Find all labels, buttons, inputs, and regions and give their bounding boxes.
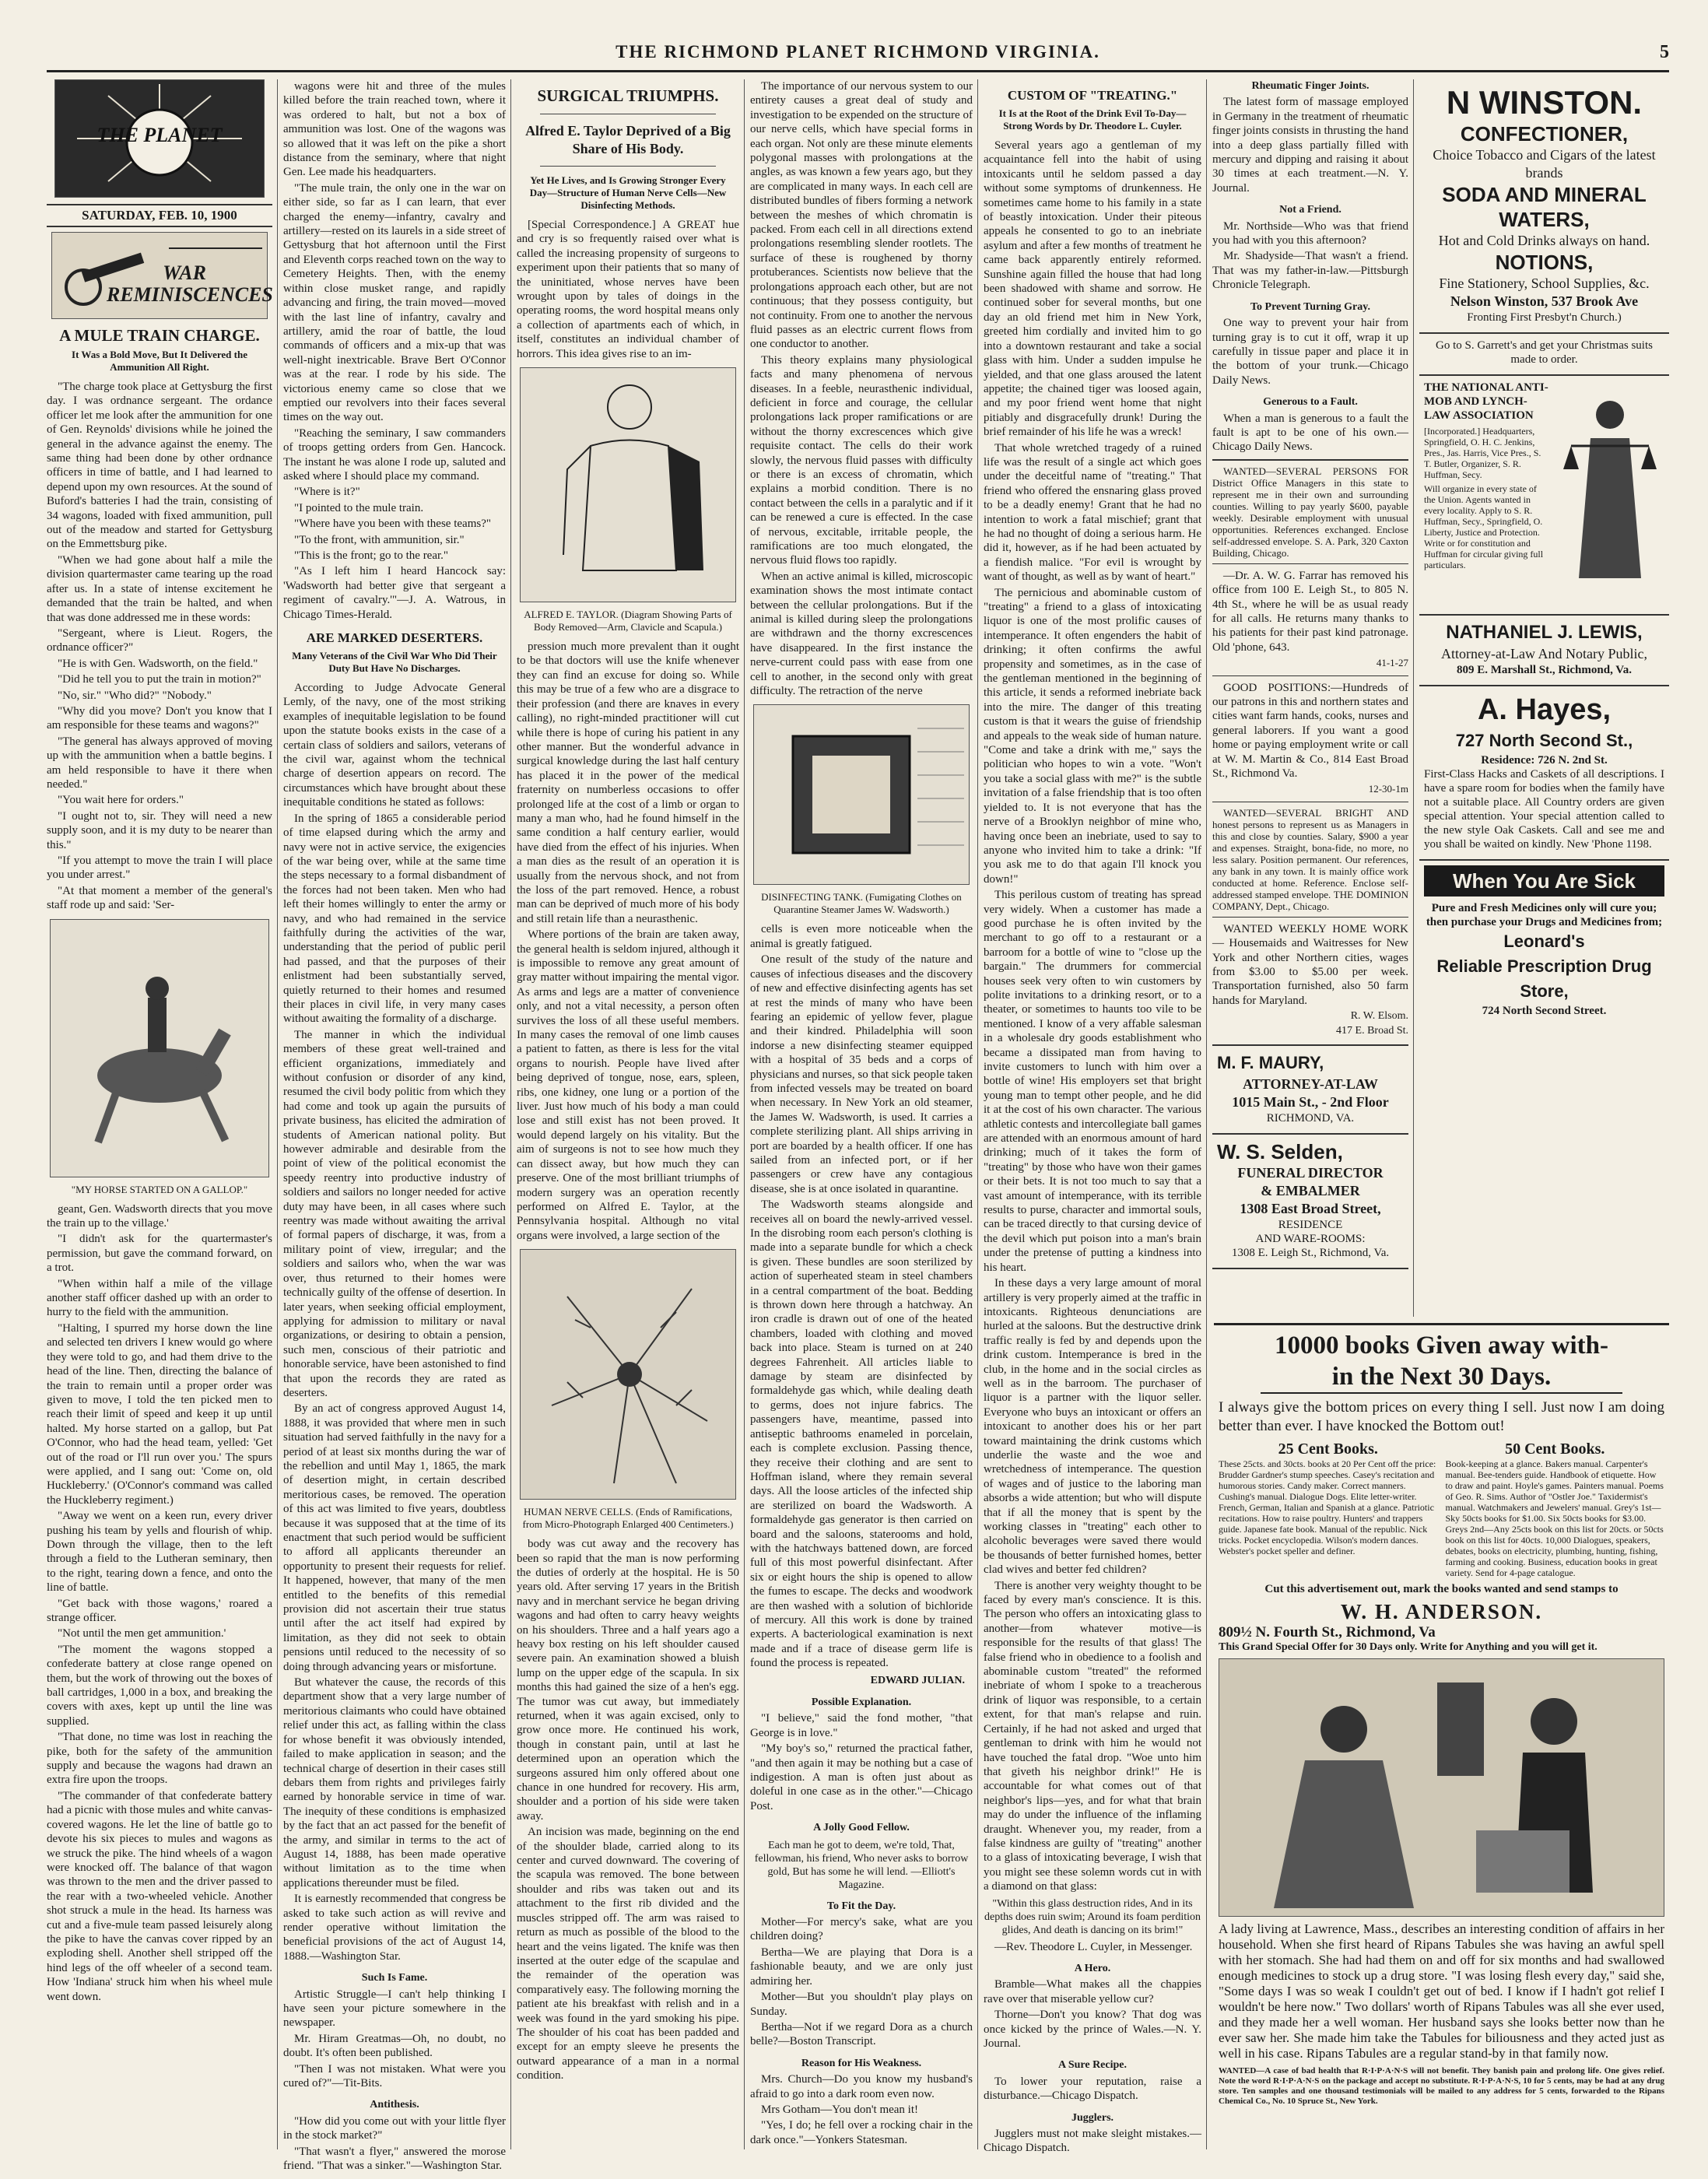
winston-address: Nelson Winston, 537 Brook Ave [1450, 293, 1639, 309]
paragraph: geant, Gen. Wadsworth directs that you move the train up to the village.' [47, 1202, 272, 1230]
paragraph: "To the front, with ammunition, sir." [294, 533, 465, 546]
paragraph: Thorne—Don't you know? That dog was once kicked by the prince of Wales.—N. Y. Journal. [984, 2009, 1201, 2050]
headline: SURGICAL TRIUMPHS. [537, 86, 719, 105]
paragraph: "Halting, I spurred my horse down the line and selected ten drivers I knew would go where they were told to go, and had them drive to the head of the line. Then, directing the balance of the train to remain until a proper order was given to move, I told the ten picked men to reach their limit of speed and keep it up until halted. My horse started on a gallop, but Pat O'Connor, who had the head team, yelled: 'Get out of the road or I'll run over you.' The spurs were applied, and I sang out: 'Come on, old Huckleberry.' (O'Connor's command was called the Huckleberry regiment.) [47, 1321, 272, 1507]
paragraph: "Yes, I do; he fell over a rocking chair in the dark once."—Yonkers Statesman. [750, 2119, 973, 2146]
ad-contact-name: R. W. Elsom. [1350, 1010, 1408, 1023]
maury-address: 1015 Main St., - 2nd Floor [1232, 1094, 1389, 1111]
column-7 [1419, 79, 1669, 1317]
divider [540, 166, 716, 167]
paragraph: "Get back with those wagons,' roared a strange officer. [47, 1597, 272, 1624]
ad-reference: 12-30-1m [1368, 783, 1408, 795]
paragraph: Mr. Shadyside—That wasn't a friend. That was my father-in-law.—Pittsburgh Chronicle Telegraph. [1212, 250, 1408, 292]
maury-ad [1212, 1044, 1408, 1135]
paragraph: "Away we went on a keen run, every driver pushing his team by yells and flourish of whip. Down through the village, then to the left through a field to the Lutheran seminary, then to the right, tearing down a fence, and onto the line of battle. [47, 1510, 272, 1595]
books-50-heading: 50 Cent Books. [1505, 1440, 1605, 1458]
anderson-books-ad [1214, 1323, 1669, 2158]
paragraph: "That done, no time was lost in reaching the pike, both for the safety of the ammunition supply and because the wagons had drawn an extra fire upon the troops. [47, 1731, 272, 1787]
winston-location: Fronting First Presbyt'n Church.) [1467, 311, 1622, 324]
paragraph: Jugglers must not make sleight mistakes.—Chicago Dispatch. [984, 2128, 1201, 2155]
winston-notions: NOTIONS, [1495, 251, 1594, 274]
classified-ad: GOOD POSITIONS:—Hundreds of our patrons in this and northern states and cities want farm hands, cooks, nurses and general laborers. If you want a good home or paying employment write or call at W. M. Martin & Co., 814 East Broad St., Richmond Va. [1212, 681, 1408, 781]
paragraph: An incision was made, beginning on the end of the shoulder blade, carried along to its center and curved downward. The covering of the scapula was removed. The bone between shoulder and ribs was taken out and its attachment to the first rib divided and the muscles stripped off. The arm was raised to return as much as possible of the blood to the heart and the veins ligated. The knife was then inserted at the outer edge of the scapulae and the remainder of the operation was comparatively easy. The following morning the patient ate his breakfast with relish and in a week was found in the yard smoking his pipe. The shoulder of his coat has been padded and except for an empty sleeve he presents the outward appearance of a man in a normal condition. [517, 1826, 739, 2083]
paragraph: "Where is it?" [294, 486, 360, 499]
paragraph: "At that moment a member of the general's staff rode up and said: 'Ser- [47, 884, 272, 912]
item-heading: Possible Explanation. [811, 1697, 912, 1708]
poem: Each man he got to deem, we're told, That, fellowman, his friend, Who never asks to borrow gold, But has some he will lend. —Elliott's Magazine. [754, 1839, 969, 1891]
paragraph: Artistic Struggle—I can't help thinking I have seen your picture somewhere in the newspaper. [283, 1988, 506, 2030]
paragraph: "The charge took place at Gettysburg the first day. I was ordnance sergeant. The ordance officer let me look after the ammunition for one of Gen. Reynolds' divisions while he joined the general in the advance against the enemy. The same thing had been done by other ordnance officers in time of battle, and I had learned to depend upon my own resources. At the sound of Buford's batteries I had the train, consisting of 34 wagons, loaded with fixed ammunition, pull out of the meadow and started for Gettysburg on the Emmettsburg pike. [47, 381, 272, 551]
human-torso-icon [521, 368, 737, 602]
divider [1212, 917, 1408, 918]
paragraph: Mrs Gotham—You don't mean it! [761, 2103, 919, 2116]
masthead-title: THE RICHMOND PLANET RICHMOND VIRGINIA. [616, 42, 1100, 61]
newspaper-page [47, 39, 1669, 2173]
justice-figure-icon [1555, 384, 1664, 594]
taylor-diagram [520, 367, 736, 602]
paragraph: According to Judge Advocate General Lemly, of the navy, one of the most striking examples of inequitable legislation to be found upon the statute books exists in the case of a certain class of soldiers and sailors, veterans of the civil war, against whom the technical charge of desertion appears on record. The circumstances which have brought about these inequitable conditions he stated as follows: [283, 682, 506, 809]
paragraph: Mr. Northside—Who was that friend you had with you this afternoon? [1212, 219, 1408, 247]
column-6 [1212, 79, 1408, 1317]
item-heading: Generous to a Fault. [1263, 396, 1358, 409]
item-heading: A Sure Recipe. [1057, 2059, 1127, 2072]
paragraph: But whatever the cause, the records of this department show that a very large number of meritorious claimants who could have obtained relief under this act, as falling within the class for whose benefit it was obviously intended, failed to make application in season; and the technical charge of desertion in their cases still debars them from rights and privileges fairly earned by honorable service in time of war. The inequity of these conditions is emphasized by the fact that an act passed for the benefit of the army, and similar in terms to the act of August 14, 1888, has been made operative without limitation as to the time when applications thereunder must be filed. [283, 1676, 506, 1890]
paragraph: "I pointed to the mule train. [294, 501, 424, 514]
selden-title: FUNERAL DIRECTOR [1237, 1165, 1384, 1181]
paragraph: This theory explains many physiological facts and many phenomena of nervous diseases. In a feeble, neurasthenic individual, deficient in force and courage, the cellular prolongations lack proper ramifications or are without the thorny excrescences which give requisite contact. The cells do their work slowly, the nervous fluid passes with difficulty or there is an excess of chromatin, which explains a morbid condition. There is no contact between the cells in a paralytic and if it can be renewed a cure is effected. In the case of nervous, excitable, irritable people, the ramifications are too much elongated, the nervous fluid flows too rapidly. [750, 353, 973, 567]
ripans-ad: WANTED—A case of bad health that R·I·P·A·N·S will not benefit. They banish pain and prolong life. One gives relief. Note the word R·I·P·A·N·S on the package and accept no substitute. R·I·P·A·N·S, 10 for 5 cents, may be had at any drug store. Ten samples and one thousand testimonials will be mailed to any address for 5 cents, forwarded to the Ripans Chemical Co., No. 10 Spruce St., New York. [1219, 2066, 1664, 2106]
column-1 [47, 79, 272, 2149]
column-rule [977, 79, 978, 2149]
paragraph: "I believe," said the fond mother, "that George is in love." [750, 1712, 973, 1739]
paragraph: The latest form of massage employed in Germany in the treatment of rheumatic finger joints consists in thrusting the hand into a deep glass partially filled with mercury and dipping and raising it about 30 times at each treatment.—N. Y. Journal. [1212, 96, 1408, 195]
anderson-name: W. H. ANDERSON. [1340, 1600, 1543, 1623]
paragraph: Mother—For mercy's sake, what are you children doing? [750, 1916, 973, 1943]
paragraph: "Then I was not mistaken. What were you cured of?"—Tit-Bits. [283, 2062, 506, 2090]
lewis-title: Attorney-at-Law And Notary Public, [1441, 646, 1647, 661]
paragraph: —Rev. Theodore L. Cuyler, in Messenger. [994, 1940, 1193, 1953]
paragraph: "Did he tell you to put the train in motion?" [58, 673, 261, 686]
ripans-illustration [1219, 1658, 1664, 1917]
selden-residence: RESIDENCE [1278, 1219, 1343, 1232]
figure-caption: HUMAN NERVE CELLS. (Ends of Ramifications, from Micro-Photograph Enlarged 400 Centimeters.) [522, 1506, 734, 1531]
paragraph: "This is the front; go to the rear." [294, 549, 449, 562]
ripans-text: A lady living at Lawrence, Mass., describes an interesting condition of affairs in her household. When she first heard of Ripans Tabules she was having an awful spell with her stomach. She had had them on and off for six months and had swallowed enough medicines to stock up a drug store. "I was losing flesh every day," said she, "Some days I was so weak I couldn't get out of bed. I know if I hadn't got relief I wouldn't be here now." Two dollars' worth of Ripans Tabules was all she ever used, and they made her a well woman. Her husband says she looks better now than he ever saw her. She made him take the Tabules for biliousness and they acted just as well in his case. Ripans Tabules are a regular stand-by in that family now. [1219, 1921, 1664, 2061]
item-heading: Antithesis. [370, 2099, 419, 2111]
hayes-residence: Residence: 726 N. 2nd St. [1481, 754, 1608, 767]
column-5 [984, 79, 1201, 2155]
subheadline: It Was a Bold Move, But It Delivered the Ammunition All Right. [72, 349, 247, 373]
column-3 [517, 79, 739, 2149]
issue-date: SATURDAY, FEB. 10, 1900 [47, 204, 272, 227]
paragraph: "If you attempt to move the train I will place you under arrest." [47, 854, 272, 882]
paragraph: "Where have you been with these teams?" [294, 518, 491, 531]
paragraph: When a man is generous to a fault the fault is apt to be one of his own.—Chicago Daily News. [1212, 412, 1408, 454]
item-heading: To Fit the Day. [826, 1900, 896, 1912]
nerve-cell-icon [521, 1250, 737, 1499]
ad-reference: 41-1-27 [1376, 657, 1408, 669]
books-25-heading: 25 Cent Books. [1278, 1440, 1378, 1458]
maury-title: ATTORNEY-AT-LAW [1243, 1076, 1378, 1093]
leonard-ad [1419, 861, 1669, 1026]
headline: CUSTOM OF "TREATING." [1007, 88, 1178, 103]
paragraph: wagons were hit and three of the mules killed before the train reached town, where it was ordered to halt, but not a box of ammunition was lost. One of the wagons was so allowed that it was left on the pike a short distance from the seminary, where that night Gen. Lee made his headquarters. [283, 80, 506, 179]
lewis-ad [1419, 616, 1669, 686]
paragraph: "That wasn't a flyer," answered the morose friend. "That was a sinker."—Washington Star. [283, 2145, 506, 2173]
ad-contact-address: 417 E. Broad St. [1336, 1024, 1408, 1037]
books-intro: I always give the bottom prices on every thing I sell. Just now I am doing better than ever. I have knocked the Bottom out! [1219, 1399, 1664, 1434]
poem: "Within this glass destruction rides, And in its depths does ruin swim; Around its foam perdition glides, And death is dancing on its brim!" [984, 1897, 1201, 1936]
books-headline-2: in the Next 30 Days. [1261, 1361, 1622, 1394]
paragraph: body was cut away and the recovery has been so rapid that the man is now performing the duties of orderly at the hospital. He is 50 years old. After serving 17 years in the British navy and in merchant service he began driving wagons and had often to carry heavy weights on his shoulders. Three and a half years ago a heavy box resting on his left shoulder caused severe pain. An examination showed a bluish lump on the upper edge of the scapula. In six months this had gained the size of a hen's egg. The tumor was cut away, but immediately returned, when it was again excised, only to grow once more. He continued his work, though in constant pain, until at last he determined upon an operation which the surgeons assured him only offered about one chance in one hundred for recovery. His arm, shoulder and a portion of his side were taken away. [517, 1538, 739, 1823]
paragraph: The Wadsworth steams alongside and receives all on board the newly-arrived vessel. In the disrobing room each person's clothing is made into a separate bundle for which a check is given. These bundles are soon sterilized by action of superheated steam in steel chambers in a central compartment of the boat. Bedding is thrown down here through a hatchway. An iron cradle is drawn out of one of the heated chambers, loaded with clothing and moved back into place. Steam is turned on at 240 degrees Fahrenheit. All articles liable to damage by steam are disinfected by formaldehyde gas which, while dealing death to germs, does not injure fabrics. The passengers have, meantime, passed into antiseptic bathrooms enameled in porcelain, each is complete exclusion. Passing thence, they receive their clothing and are sent to Hoffman island, where they remain several days. All the loose articles of the infected ship are sterilized on board the Wadsworth. A formaldehyde gas generator is then carried on board and the saloons, staterooms and hold, with the hatchways battened down, are forced full of this most powerful disinfectant. After six or eight hours the ship is opened to allow the fumes to escape. The decks and woodwork are then washed with a solution of bichloride of mercury. All this work is done by trained experts. A bacteriological examination is next made and if a trace of disease germ life is found the process is repeated. [750, 1198, 973, 1670]
paragraph: In these days a very large amount of moral artillery is very properly aimed at the traffic in intoxicants. Righteous denunciations are hurled at the saloons. But the destructive drink traffic really is fed by and depends upon the drink custom. Intemperance is bred in the club, in the home and in the social circles as well as in the barroom. The purchaser of liquor is a partner with the liquor seller. Everyone who buys an intoxicant or offers an intoxicant to another does his or her part toward maintaining the drink customs which underlie the waste and the woe and wretchedness of intemperance. The question of wages and of justice to the laboring man absorbs a wide attention; but who will dispute that if all the money that is spent by the working classes in "treating" each other to alcoholic beverages were saved there would be thousands of better furnished homes, better clad wives and better fed children? [984, 1277, 1201, 1577]
item-heading: Jugglers. [1071, 2111, 1114, 2124]
planet-logo-text: THE PLANET [96, 124, 223, 146]
war-reminiscences-title: WAR REMINISCENCES [107, 261, 273, 306]
hayes-text: First-Class Hacks and Caskets of all descriptions. I have a spare room for bodies when the family have not a suitable place. All Country orders are given special attention. Your special attention called to the new style Oak Caskets. Call and see me and you shall be waited on kindly. New 'Phone 1198. [1424, 768, 1664, 851]
illustration-caption: "MY HORSE STARTED ON A GALLOP." [71, 1183, 248, 1195]
paragraph: The manner in which the individual members of these great well-trained and efficient organizations, immediately and without confusion or disorder of any kind, resumed the civil body politic from which they had come and took up again the pursuits of private business, has elicited the admiration of students of American national polity. But however admirable and desirable from the point of view of the political economist the speedy reentry into productive industry of soldiers and sailors no longer needed for active duty may have been, in all cases where such reentry was made without awaiting the arrival of formal papers of discharge, it was, from a military point of view, irregular; and the soldiers and sailors who, when the war was over, thus returned to their homes were technically guilty of the offense of desertion. In later years, when seeking official employment, applying for admission to military or naval organizations, or desiring to obtain a pension, such men, conscious of their patriotic and honorable service, have been astonished to find that upon the records they are rated as deserters. [283, 1028, 506, 1399]
leonard-name: Leonard's [1503, 932, 1585, 951]
paragraph: "The commander of that confederate battery had a picnic with those mules and white canvas-covered wagons. He let the line of battle go to devote his six pieces to mules and wagons as we struck the pike. The hind wheels of a wagon were knocked off. The balance of that wagon was thrown to the men and the driver passed to the rear with a two-wheeled vehicle. Another shot struck a mule in the head. Its harness was cut and a five-mule team passed leisurely along the pike to have the canvas cover ripped by an exploding shell. Another shell stripped off the hind legs of the off wheeler of a second team. How 'Indiana' struck him when his wheel mule went down. [47, 1789, 272, 2003]
paragraph: "How did you come out with your little flyer in the stock market?" [283, 2114, 506, 2142]
paragraph: The pernicious and abominable custom of "treating" a friend to a glass of intoxicating liquor is one of the most prolific causes of intemperance. It often engenders the habit of drinking; it often confirms the awful propensity and sometimes, as in the case of the gentleman mentioned in the beginning of this article, it sends a reformed inebriate back into the mire. The danger of this treating custom is that it wears the guise of friendship and appeals to the weak side of human nature. "Come and take a drink with me," says the politician who hopes to win a vote. "Won't you take a social glass with me?" is the subtle invitation of a false friendship that is too often yielded to. It is not everyone that has the nerve of a Brooklyn neighbor of mine who, having once been an inebriate, used to say to anyone who invited him to take a drink: "If you ask me to do that again I'll knock you down!" [984, 586, 1201, 886]
anti-mob-ad [1419, 376, 1669, 616]
paragraph: Bramble—What makes all the chappies rave over that miserable yellow cur? [984, 1978, 1201, 2005]
selden-address-2: 1308 E. Leigh St., Richmond, Va. [1231, 1247, 1390, 1260]
paragraph: It is earnestly recommended that congress be asked to take such action as will revive and render operative without limitation the beneficial provisions of the act of August 14, 1888.—Washington Star. [283, 1893, 506, 1963]
paragraph: Mrs. Church—Do you know my husband's afraid to go into a dark room even now. [750, 2073, 973, 2100]
paragraph: There is another very weighty thought to be faced by every man's conscience. It is this. The person who offers an intoxicating glass to another—from whatever motive—is responsible for the results of that glass! The false friend who in obedience to a foolish and abominable custom "treated" the reformed inebriate of whom I spoke to a treacherous drink of liquor was responsible, to a certain extent, for that man's relapse and ruin. Certainly, if he had not asked and urged that gentleman to drink with him he would not have touched the fatal drop. "Woe unto him that giveth his neighbor drink!" He is accountable for what comes out of that neighbor's lips—yes, and for what that brain may do under the influence of the inflaming draught. Whenever you, my reader, from a false kindness are guilty of "treating" another to a glass of intoxicating beverage, I wish that you might see these solemn words cut in with a diamond on that glass: [984, 1579, 1201, 1893]
divider [1212, 675, 1408, 676]
hayes-ad [1419, 686, 1669, 861]
paragraph: Several years ago a gentleman of my acquaintance fell into the habit of using intoxicants until he seldom passed a day without some symptoms of drunkenness. He sometimes came home to his family in a state of beastly intoxication. Under their piteous appeals he consented to go to an inebriate asylum and after a few months of treatment he came back apparently entirely reformed. Sunshine again filled the house that had long been shadowed with shame and sorrow. He continued sober for several months, but one day an old friend met him in New York, greeted him cordially and invited him to go into a downtown restaurant and take a social glass with him. Under a sudden impulse he yielded, and that one glass aroused the latent appetite; the chained tiger was loosed again, and my poor friend went home that night pitiably and disgracefully drunk! During the brief remainder of his life he was a wreck! [984, 139, 1201, 439]
paragraph: "When we had gone about half a mile the division quartermaster came tearing up the road after us. In a state of intense excitement he demanded that the train be halted, and when that was done addressed me in these words: [47, 553, 272, 624]
paragraph: "No, sir." "Who did?" "Nobody." [58, 689, 212, 702]
paragraph: "The mule train, the only one in the war on either side, so far as I can learn, that ever charged the enemy—infantry, cavalry and artillery—rested on its laurels in a side street of Gettysburg that hot afternoon until the First and Eleventh corps reached town on the way to Cemetery Heights. Then, with the enemy within close musket range, and rapidly advancing and firing, the train moved—moved with the last line of infantry, cavalry and artillery, amid the roar of battle, the loud commands of officers and a mix-up that was well-night inextricable. Brave Bert O'Connor was at the rear. I rode by his side. The victorious enemy came so close that we emptied our revolvers into their faces several times on the way out. [283, 181, 506, 424]
lewis-name: NATHANIEL J. LEWIS, [1446, 622, 1643, 643]
paragraph: "He is with Gen. Wadsworth, on the field." [58, 657, 258, 670]
hayes-address: 727 North Second St., [1455, 731, 1633, 750]
item-heading: Not a Friend. [1279, 204, 1341, 216]
war-reminiscences-banner [51, 232, 273, 319]
selden-ad [1212, 1135, 1408, 1269]
paragraph: Where portions of the brain are taken away, the general health is seldom injured, although it is impossible to remove any great amount of gray matter without impairing the mental vigor. As arms and legs are a matter of convenience only, and not a vital necessity, a person often survives the loss of all these useful members. In many cases the removal of one limb causes a patient to fatten, as there is less for the vital organs to nourish. People have lived after being deprived of tongue, nose, ears, spleen, ribs, one kidney, one lung or a portion of the liver. Just how much of his body a man could lose and still exist has not been proved. It would depend largely on his vitality. But the aim of surgeons is not to see how much they can dissect away, but how much they can preserve. One of the most brilliant triumphs of modern surgery was an operation recently performed on Alfred E. Taylor, at the Pennsylvania hospital. Although no vital organs were involved, a large section of the [517, 928, 739, 1242]
page-number: 5 [1660, 42, 1669, 62]
anti-mob-details: Will organize in every state of the Union. Agents wanted in every locality. Apply to S. R. Huffman, Secy., Springfield, O. Liberty, Justice and Protection. Write or for constitution and Huffman for circular giving full particulars. [1424, 483, 1544, 570]
item-heading: Rheumatic Finger Joints. [1251, 80, 1370, 92]
books-headline: 10000 books Given away with- [1274, 1332, 1609, 1360]
hayes-name: A. Hayes, [1477, 693, 1612, 726]
byline: EDWARD JULIAN. [870, 1674, 965, 1686]
books-cutout: Cut this advertisement out, mark the books wanted and send stamps to [1264, 1583, 1619, 1595]
winston-drinks: Hot and Cold Drinks always on hand. [1438, 233, 1650, 248]
paragraph: "I ought not to, sir. They will need a new supply soon, and it is my duty to be nearer than this." [47, 809, 272, 851]
subheadline: Yet He Lives, and Is Growing Stronger Every Day—Structure of Human Nerve Cells—New Disinfecting Methods. [529, 174, 727, 211]
family-parlor-icon [1219, 1659, 1663, 1916]
column-rule [744, 79, 745, 2149]
leonard-headline: When You Are Sick [1424, 865, 1664, 897]
divider [1212, 563, 1408, 564]
horse-rider-illustration [50, 919, 269, 1177]
winston-stationery: Fine Stationery, School Supplies, &c. [1439, 275, 1650, 291]
subheadline: Many Veterans of the Civil War Who Did Their Duty But Have No Discharges. [292, 650, 497, 675]
classified-ad: —Dr. A. W. G. Farrar has removed his office from 100 E. Leigh St., to 805 N. 4th St., where he will be as usual ready for all calls. He returns many thanks to his patients for their past kind patronage. Old 'phone, 643. [1212, 569, 1408, 654]
maury-city: RICHMOND, VA. [1266, 1112, 1355, 1125]
item-heading: To Prevent Turning Gray. [1250, 300, 1371, 313]
paragraph: "Reaching the seminary, I saw commanders of troops getting orders from Gen. Hancock. The instant he was alone I rode up, saluted and asked where I should place my command. [283, 426, 506, 482]
winston-ad [1419, 79, 1669, 334]
paragraph: Bertha—We are playing that Dora is a fashionable beauty, and we are only just admiring her. [750, 1946, 973, 1988]
paragraph: When an active animal is killed, microscopic examination shows the most intimate contact between the cellular prolongations. But if the animal is killed during sleep the prolongations are withdrawn and the thorny excrescences have disappeared. In the first instance the nerve-current could pass with ease from one cell to another, in the second only with great difficulty. The retraction of the nerve [750, 570, 973, 698]
paragraph: By an act of congress approved August 14, 1888, it was provided that where men in such situation had served faithfully in the navy for a period of at least six months during the war of the rebellion and until May 1, 1865, the mark of desertion might, in certain described meritorious cases, be removed. The operation of this act was limited to five years, doubtless because it was supposed that at the time of its enactment that such period would be sufficient to afford all applicants thereunder an opportunity to present their requests for relief. It happened, however, that many of the men entitled to the benefits of this remedial provision did not ascertain their true status until after the act itself had expired by limitation, as they did not seek to obtain pensions until reduced to the necessity of so doing through advancing years or misfortune. [283, 1402, 506, 1673]
lewis-address: 809 E. Marshall St., Richmond, Va. [1456, 664, 1633, 676]
paragraph: "As I left him I heard Hancock say: 'Wadsworth had better give that sergeant a regiment of cavalry.'"—J. A. Watrous, in Chicago Times-Herald. [283, 565, 506, 621]
paragraph: "When within half a mile of the village another staff officer dashed up with an order to hurry to the field with the ammunition. [47, 1277, 272, 1319]
item-heading: Such Is Fame. [361, 1972, 428, 1984]
figure-caption: DISINFECTING TANK. (Fumigating Clothes on Quarantine Steamer James W. Wadsworth.) [761, 891, 962, 916]
garrett-text: Go to S. Garrett's and get your Christmas suits made to order. [1436, 339, 1653, 366]
column-4 [750, 79, 973, 2149]
paragraph: One result of the study of the nature and causes of infectious diseases and the discovery of new and effective disinfecting agents has set at rest the minds of many who have been fearing an epidemic of yellow fever, plague and their kindred. Philadelphia will soon indorse a new disinfecting steamer equipped with a hospital of 35 beds and a corps of physicians and nurses, so that sick people taken from infected vessels may be treated on board when necessary. In New York an old steamer, the James W. Wadsworth, is used. It carries a complete sterilizing plant. All ships arriving in port are boarded by a health officer. If one has sailed from an infected port, or if her passengers or crew have any contagious disease, she is at once isolated in quarantine. [750, 953, 973, 1195]
selden-address: 1308 East Broad Street, [1240, 1201, 1381, 1217]
item-heading: Reason for His Weakness. [801, 2057, 922, 2069]
paragraph: "My boy's so," returned the practical father, "and then again it may be nothing but a case of indigestion. A man is often just about as doleful in one case as in the other."—Chicago Post. [750, 1742, 973, 1812]
deck: Alfred E. Taylor Deprived of a Big Share of His Body. [525, 123, 731, 156]
leonard-store: Reliable Prescription Drug Store, [1436, 956, 1652, 1001]
leonard-address: 724 North Second Street. [1482, 1005, 1607, 1017]
item-heading: A Hero. [1074, 1962, 1111, 1974]
tank-icon [754, 705, 970, 884]
paragraph: pression much more prevalent than it ought to be that doctors will use the knife whenever they can find an excuse for doing so. While this may be true of a few who are a disgrace to their profession (and there are knaves in every calling), no right-minded practitioner will cut while there is hope of curing his patient in any other manner. But the wonderful advance in surgical knowledge during the last half century has placed it in the power of the medical fraternity on numberless occasions to offer prolonged life at the cost of a limb or organ to many a man who, had he found himself in the same condition a half century earlier, would have died from the effect of his injuries. When a man dies as the result of an operation it is usually from the nervous shock, and not from the loss of the part removed. Hence, a robust man can be deprived of much more of his body and still retain life than a neurasthenic. [517, 640, 739, 925]
anderson-offer: This Grand Special Offer for 30 Days only. Write for Anything and you will get it. [1219, 1641, 1598, 1653]
nerve-cells-figure [520, 1249, 736, 1500]
paragraph: "The general has always approved of moving up with the ammunition when a battle begins. I am held responsible to have it there when needed." [47, 735, 272, 791]
winston-soda: SODA AND MINERAL WATERS, [1442, 183, 1647, 231]
selden-name: W. S. Selden, [1217, 1140, 1343, 1164]
anti-mob-title: THE NATIONAL ANTI-MOB AND LYNCH-LAW ASSOCIATION [1424, 381, 1548, 422]
winston-tobacco: Choice Tobacco and Cigars of the latest brands [1433, 147, 1656, 181]
maury-name: M. F. MAURY, [1217, 1053, 1324, 1073]
paragraph: "You wait here for orders." [58, 794, 184, 807]
paragraph: Mother—But you shouldn't play plays on Sunday. [750, 1991, 973, 2018]
selden-title-2: & EMBALMER [1261, 1183, 1360, 1199]
paragraph: "The moment the wagons stopped a confederate battery at close range opened on them, but the work of throwing out the boxes of ball cartridges, 1,000 in a box, and breaking the covers with axes, kept up until the line was supplied. [47, 1643, 272, 1728]
column-rule [277, 79, 278, 2149]
paragraph: That whole wretched tragedy of a ruined life was the result of a single act which goes under the deceitful name of "treating." That friend who offered the ensnaring glass proved to be a deadly enemy! Grant that he had no intention to work a fatal mischief; grant that he had no thought of doing a serious harm. He did it, however, as if he had been actuated by a fiendish malice. "For evil is wrought by want of thought, as well as by want of heart." [984, 441, 1201, 584]
headline: A MULE TRAIN CHARGE. [59, 326, 260, 345]
paragraph: cells is even more noticeable when the animal is greatly fatigued. [750, 923, 973, 950]
paragraph: This perilous custom of treating has spread very widely. When a customer has made a good purchase he is often invited by the merchant to go off to a restaurant or a barroom for a bottle of wine to "close up the bargain." The drummers for commercial houses seek very often to win customers by polite invitations to a drinking resort, or to a theater, or sometimes to haunts too vile to be mentioned. I know of a very affable salesman in a wholesale dry goods establishment who became a dissipated man from having to invite customers to lunch with him over a bottle of wine! His employers set that bright young man to tempt other people, and he did it at the cost of his own character. The various athletic contests and intercollegiate ball games are attended with an enormous amount of hard drinking; much of it takes the form of "treating" by those who have won their games or their bets. It is not too much to say that a vast amount of intemperance, with its terrible results to purse, character and immortal souls, can be traced directly to that cursing device of the devil which put poison into a man's brain under the pretense of putting a kindness into his heart. [984, 889, 1201, 1274]
column-rule [510, 79, 511, 2149]
column-rule [1206, 79, 1207, 2149]
winston-name: N WINSTON. [1446, 84, 1643, 121]
paragraph: [Special Correspondence.] A GREAT hue and cry is so frequently raised over what is called the increasing propensity of surgeons to experiment upon their patients that so many of the uninitiated, whose nerves have been wrought upon by tales of doings in the operating rooms, the word hospital means only a collection of apartments each of which, in itself, constitutes an individual chamber of horrors. This idea gives rise to an im- [517, 219, 739, 360]
paragraph: "I didn't ask for the quartermaster's permission, but gave the command forward, on a trot. [47, 1233, 272, 1275]
classified-ad: WANTED—SEVERAL PERSONS FOR District Office Managers in this state to represent me in their own and surrounding counties. Willing to pay yearly $600, payable weekly. Desirable employment with unusual opportunities. References exchanged. Enclose self-addressed envelope. S. A. Park, 320 Caxton Building, Chicago. [1212, 465, 1408, 559]
headline: ARE MARKED DESERTERS. [306, 630, 483, 646]
paragraph: One way to prevent your hair from turning gray is to cut it off, wrap it up carefully in tissue paper and place it in the bottom of your trunk.—Chicago Daily News. [1212, 317, 1408, 387]
books-25-list: These 25cts. and 30cts. books at 20 Per Cent off the price: Brudder Gardner's stump speeches. Casey's recitation and humorous stories. Candy maker. Correct manners. Cushing's manual. Dialogue Dogs. Elite letter-writer. French, German, Italian and Spanish at a glance. Patriotic recitations. How to raise poultry. Hunters' and trappers guide. Japanese fate book. Manual of the republic. Nick tricks. Pocket encyclopedia. Wilson's modern dances. Webster's pocket speller and definer. [1219, 1458, 1436, 1556]
paragraph: To lower your reputation, raise a disturbance.—Chicago Dispatch. [984, 2075, 1201, 2103]
classified-ad: WANTED—SEVERAL BRIGHT AND honest persons to represent us as Managers in this and close by counties. Salary, $900 a year and expenses. Straight, bona-fide, no more, no less salary. Position permanent. Our references, any bank in any town. It is mainly office work conducted at home. Reference. Enclose self-addressed stamped envelope. THE DOMINION COMPANY, Dept., Chicago. [1212, 806, 1408, 912]
classified-ad: WANTED WEEKLY HOME WORK — Housemaids and Waitresses for New York and other Northern cities, wages from $3.00 to $5.00 per week. Transportation furnished, also 50 farm hands for Maryland. [1212, 922, 1408, 1007]
column-rule [1413, 79, 1414, 1317]
disinfecting-tank-figure [753, 704, 970, 885]
paragraph: "Why did you move? Don't you know that I am responsible for these teams and wagons?" [47, 704, 272, 732]
books-50-list: Book-keeping at a glance. Bakers manual. Carpenter's manual. Bee-tenders guide. Handbook of etiquette. How to draw and paint. Hoyle's games. Painters manual. Poems of Geo. R. Sims. Author of "Ostler Joe." Taxidermist's manual. Watchmakers and Jewelers' manual. Grey's 1st—Sky 50cts books for $1.00. Six 50cts books for $3.00. Greys 2nd—Any 25cts book on this list for 20cts. or 50cts book on this list for 40cts. 10,000 Dialogues, speakers, debates, books on electricity, plumbing, hunting, fishing, farming and cooking. Business, education books in great variety. Send for 4-page catalogue. [1445, 1458, 1664, 1578]
paragraph: Bertha—Not if we regard Dora as a church belle?—Boston Transcript. [750, 2020, 973, 2048]
subheadline: It Is at the Root of the Drink Evil To-Day—Strong Words by Dr. Theodore L. Cuyler. [998, 107, 1187, 132]
leonard-text: Pure and Fresh Medicines only will cure you; then purchase your Drugs and Medicines from; [1426, 902, 1663, 928]
planet-logo [54, 79, 265, 198]
column-2 [283, 79, 506, 2173]
masthead [47, 39, 1669, 72]
paragraph: In the spring of 1865 a considerable period of time elapsed during which the army and navy were not in active service, the exigencies of the war being over, while at the same time the steps necessary to a formal disbandment of the forces had not been taken. Men who had left their homes willingly to enter the army or navy, and who had remained in the service faithfully during the activities of the war, understanding that the period of public peril had passed, and that the purposes of their enlistment had been substantially served, quietly returned to their homes and resumed their places in civil life, in very many cases without awaiting the formality of a discharge. [283, 812, 506, 1026]
paragraph: "Sergeant, where is Lieut. Rogers, the ordnance officer?" [47, 626, 272, 654]
figure-caption: ALFRED E. TAYLOR. (Diagram Showing Parts of Body Removed—Arm, Clavicle and Scapula.) [524, 609, 732, 633]
paragraph: The importance of our nervous system to our entirety causes a great deal of study and investigation to be expended on the structure of our nerve cells, which have special forms in each organ. Not only are these minute elements polygonal masses with prolongations at the angles, as was known a few years ago, but they are complicated in many ways. In each cell are distributed bundles of fibers forming a network between the meshes of which chromatin is packed. From each cell in all directions extend prolongations resembling slender rootlets. The surface of these is roughened by thorny protuberances. Scientists now believe that the prolongations approach each other, but are not continuous; that they possess contiguity, but not continuity. From one to another the nervous fluid passes as an electric current flows from one conductor to another. [750, 80, 973, 351]
winston-title: CONFECTIONER, [1460, 122, 1629, 146]
item-heading: A Jolly Good Fellow. [813, 1822, 910, 1834]
paragraph: Mr. Hiram Greatmas—Oh, no doubt, no doubt. It's often been published. [283, 2032, 506, 2060]
horse-icon [51, 920, 268, 1177]
garrett-ad [1419, 334, 1669, 376]
divider [1212, 459, 1408, 461]
anderson-address: 809½ N. Fourth St., Richmond, Va [1219, 1624, 1436, 1640]
selden-warerooms: AND WARE-ROOMS: [1255, 1233, 1366, 1246]
paragraph: "Not until the men get ammunition.' [58, 1627, 226, 1640]
anti-mob-officers: [Incorporated.] Headquarters, Springfield, O. H. C. Jenkins, Pres., Jas. Harris, Vice Pres., S. T. Butler, Organizer, S. R. Huffman, Secy. [1424, 426, 1541, 480]
